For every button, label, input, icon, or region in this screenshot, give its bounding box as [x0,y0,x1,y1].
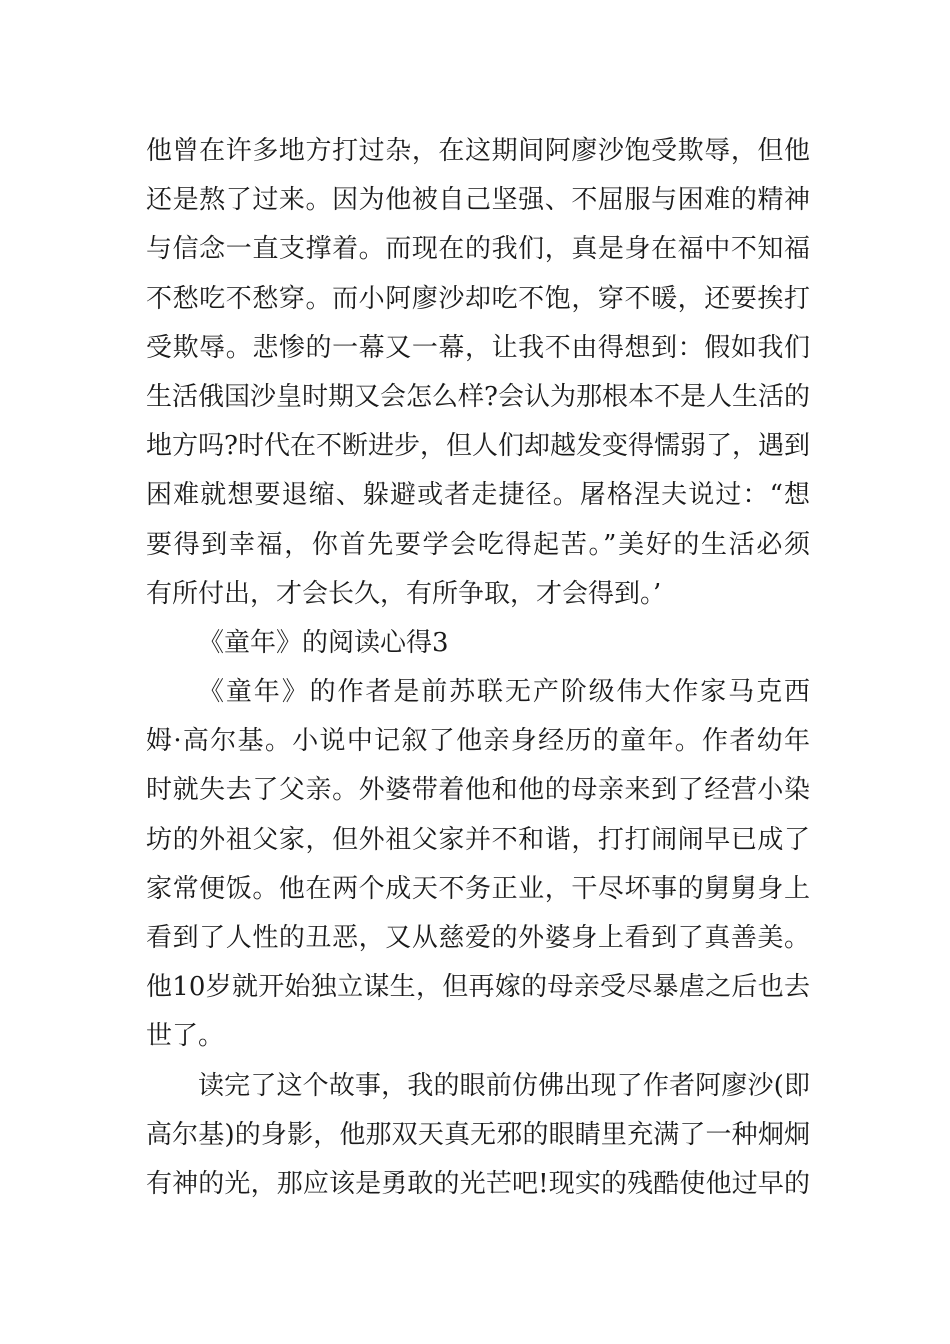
text-line: 高尔基)的身影，他那双天真无邪的眼睛里充满了一种炯炯 [146,1119,810,1150]
text-line: 要得到幸福，你首先要学会吃得起苦。”美好的生活必须 [146,529,810,560]
text-line: 受欺辱。悲惨的一幕又一幕，让我不由得想到：假如我们 [146,332,810,363]
text-line: 《童年》的作者是前苏联无产阶级伟大作家马克西 [198,677,810,708]
text-line: 还是熬了过来。因为他被自己坚强、不屈服与困难的精神 [146,185,810,216]
section-heading: 《童年》的阅读心得3 [198,627,449,658]
text-line: 地方吗?时代在不断进步，但人们却越发变得懦弱了，遇到 [146,431,810,462]
text-line: 他曾在许多地方打过杂，在这期间阿廖沙饱受欺辱，但他 [146,136,810,166]
text-line: 坊的外祖父家，但外祖父家并不和谐，打打闹闹早已成了 [146,824,810,855]
text-line: 姆·高尔基。小说中记叙了他亲身经历的童年。作者幼年 [146,726,810,757]
text-line: 时就失去了父亲。外婆带着他和他的母亲来到了经营小染 [146,775,810,806]
text-line: 他10岁就开始独立谋生，但再嫁的母亲受尽暴虐之后也去 [146,972,810,1003]
text-line: 家常便饭。他在两个成天不务正业，干尽坏事的舅舅身上 [146,873,810,904]
text-line: 与信念一直支撑着。而现在的我们，真是身在福中不知福 [146,234,810,265]
text-line: 生活俄国沙皇时期又会怎么样?会认为那根本不是人生活的 [146,381,810,412]
body-text [146,127,810,1209]
text-line: 不愁吃不愁穿。而小阿廖沙却吃不饱，穿不暖，还要挨打 [146,283,810,314]
text-line: 世了。 [146,1021,225,1052]
text-line: 读完了这个故事，我的眼前仿佛出现了作者阿廖沙(即 [198,1070,810,1101]
text-line: 有所付出，才会长久，有所争取，才会得到。’ [146,578,662,609]
text-line: 困难就想要退缩、躲避或者走捷径。屠格涅夫说过：“想 [146,480,810,511]
text-line: 看到了人性的丑恶，又从慈爱的外婆身上看到了真善美。 [146,923,810,953]
text-line: 有神的光，那应该是勇敢的光芒吧!现实的残酷使他过早的 [146,1168,810,1199]
